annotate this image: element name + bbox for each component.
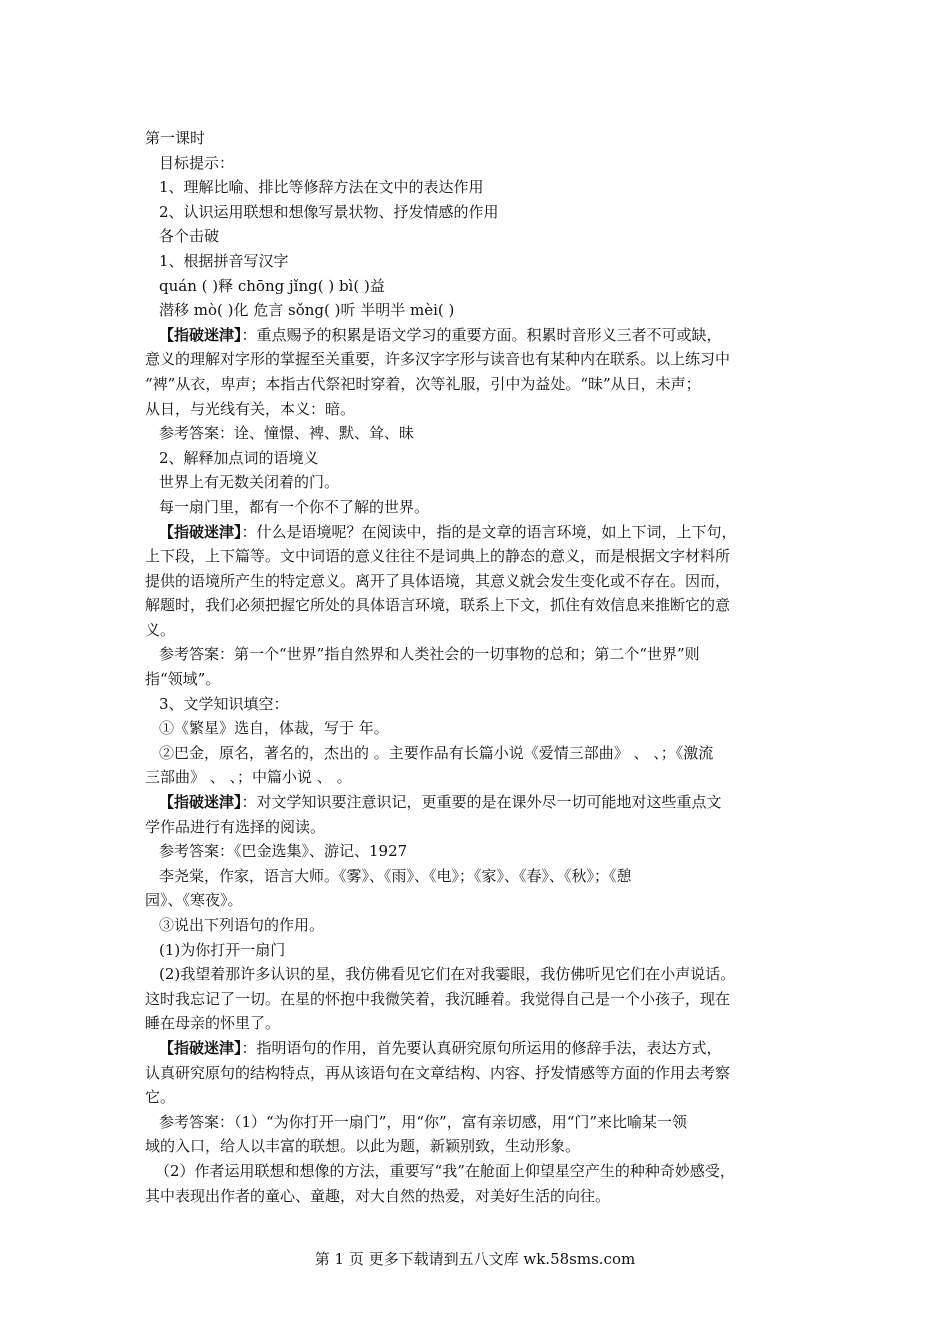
text-line xyxy=(145,372,810,397)
text-line xyxy=(145,716,810,741)
line-text: 潜移 mò( )化 危言 sǒng( )听 半明半 mèi( ) xyxy=(159,301,455,320)
line-text: 它。 xyxy=(145,1088,176,1107)
text-line xyxy=(145,200,810,225)
line-text: 这时我忘记了一切。在星的怀抱中我微笑着，我沉睡着。我觉得自己是一个小孩子，现在 xyxy=(145,989,731,1008)
text-line xyxy=(145,569,810,594)
line-text: 意义的理解对字形的掌握至关重要，许多汉字字形与读音也有某种内在联系。以上练习中 xyxy=(145,350,731,369)
text-line xyxy=(145,888,810,913)
line-text: 参考答案：第一个“世界”指自然界和人类社会的一切事物的总和；第二个“世界”则 xyxy=(159,645,700,664)
text-line xyxy=(145,249,810,274)
line-text: 提供的语境所产生的特定意义。离开了具体语境，其意义就会发生变化或不存在。因而， xyxy=(145,571,731,590)
text-line xyxy=(145,962,810,987)
line-text: 参考答案：（1）“为你打开一扇门”，用“你”，富有亲切感，用“门”来比喻某一领 xyxy=(159,1112,688,1131)
line-text: 园》、《寒夜》。 xyxy=(145,891,243,910)
text-line xyxy=(145,987,810,1012)
line-text: ②巴金，原名，著名的，杰出的 。主要作品有长篇小说《爱情三部曲》 、 、；《激流 xyxy=(159,743,714,762)
line-text: 1、理解比喻、排比等修辞方法在文中的表达作用 xyxy=(159,178,484,197)
text-line xyxy=(145,274,810,299)
line-text: 上下段，上下篇等。文中词语的意义往往不是词典上的静态的意义，而是根据文字材料所 xyxy=(145,547,731,566)
text-line xyxy=(145,1011,810,1036)
text-line xyxy=(145,692,810,717)
text-line xyxy=(145,1159,810,1184)
line-text: 域的入口，给人以丰富的联想。以此为题，新颖别致，生动形象。 xyxy=(145,1137,581,1156)
text-line xyxy=(145,495,810,520)
document-body xyxy=(145,126,810,1208)
line-text: 从日，与光线有关，本义：暗。 xyxy=(145,399,356,418)
text-line xyxy=(145,151,810,176)
text-line xyxy=(145,1061,810,1086)
line-text: 参考答案：诠、憧憬、裨、默、耸、昧 xyxy=(159,424,415,443)
line-text: ：对文学知识要注意识记，更重要的是在课外尽一切可能地对这些重点文 xyxy=(241,793,722,812)
text-line xyxy=(145,913,810,938)
text-line xyxy=(145,765,810,790)
line-text: 李尧棠，作家，语言大师。《雾》、《雨》、《电》；《家》、《春》、《秋》；《憩 xyxy=(159,866,632,885)
text-line xyxy=(145,667,810,692)
text-line xyxy=(145,470,810,495)
line-text: 1、根据拼音写汉字 xyxy=(159,251,289,270)
text-line xyxy=(145,593,810,618)
line-text: 目标提示： xyxy=(159,153,235,172)
line-text: 每一扇门里，都有一个你不了解的世界。 xyxy=(159,497,430,516)
line-text: 义。 xyxy=(145,620,176,639)
text-line xyxy=(145,224,810,249)
line-text: 2、认识运用联想和想像写景状物、抒发情感的作用 xyxy=(159,202,499,221)
line-text: ：重点赐予的积累是语文学习的重要方面。积累时音形义三者不可或缺， xyxy=(241,325,722,344)
text-line xyxy=(145,520,810,545)
text-line xyxy=(145,642,810,667)
text-line xyxy=(145,1134,810,1159)
line-text: 各个击破 xyxy=(159,227,220,246)
line-text: (2)我望着那许多认识的星，我仿佛看见它们在对我霎眼，我仿佛听见它们在小声说话。 xyxy=(159,965,736,984)
text-line xyxy=(145,323,810,348)
text-line xyxy=(145,298,810,323)
line-text: 认真研究原句的结构特点，再从该语句在文章结构、内容、抒发情感等方面的作用去考察 xyxy=(145,1063,731,1082)
line-text: ③说出下列语句的作用。 xyxy=(159,916,325,934)
text-line xyxy=(145,421,810,446)
line-text: 第一课时 xyxy=(145,129,206,147)
section-label: 【指破迷津】 xyxy=(159,325,242,344)
line-text: 其中表现出作者的童心、童趣，对大自然的热爱，对美好生活的向往。 xyxy=(145,1186,611,1205)
text-line xyxy=(145,1085,810,1110)
line-text: ①《繁星》选自，体裁，写于 年。 xyxy=(159,719,389,738)
text-line xyxy=(145,397,810,422)
text-line xyxy=(145,446,810,471)
text-line xyxy=(145,1184,810,1209)
line-text: 三部曲》 、 、；中篇小说 、 。 xyxy=(145,768,352,787)
text-line xyxy=(145,741,810,766)
line-text: （2）作者运用联想和想像的方法，重要写“我”在舱面上仰望星空产生的种种奇妙感受， xyxy=(155,1161,735,1180)
text-line xyxy=(145,1036,810,1061)
text-line xyxy=(145,618,810,643)
page-footer: 第 1 页 更多下载请到五八文库 wk.58sms.com xyxy=(314,1250,636,1268)
line-text: (1)为你打开一扇门 xyxy=(159,940,286,959)
line-text: “裨”从衣，卑声；本指古代祭祀时穿着，次等礼服，引中为益处。“昧”从日，未声； xyxy=(145,374,701,393)
line-text: 3、文学知识填空： xyxy=(159,694,289,713)
line-text: 2、解释加点词的语境义 xyxy=(159,448,319,467)
text-line xyxy=(145,126,810,151)
line-text: 学作品进行有选择的阅读。 xyxy=(145,817,326,836)
text-line xyxy=(145,815,810,840)
line-text: 世界上有无数关闭着的门。 xyxy=(159,473,340,492)
text-line xyxy=(145,1110,810,1135)
line-text: ：指明语句的作用，首先要认真研究原句所运用的修辞手法，表达方式， xyxy=(241,1038,722,1057)
line-text: 参考答案：《巴金选集》、游记、1927 xyxy=(159,842,408,861)
text-line xyxy=(145,938,810,963)
line-text: 解题时，我们必须把握它所处的具体语言环境，联系上下文，抓住有效信息来推断它的意 xyxy=(145,596,731,615)
text-line xyxy=(145,175,810,200)
text-line xyxy=(145,347,810,372)
section-label: 【指破迷津】 xyxy=(159,793,242,812)
text-line xyxy=(145,839,810,864)
text-line xyxy=(145,864,810,889)
text-line xyxy=(145,790,810,815)
line-text: quán ( )释 chōng jǐng( ) bì( )益 xyxy=(159,276,385,295)
section-label: 【指破迷津】 xyxy=(159,522,242,541)
text-line xyxy=(145,544,810,569)
line-text: ：什么是语境呢？在阅读中，指的是文章的语言环境，如上下词，上下句， xyxy=(241,522,737,541)
section-label: 【指破迷津】 xyxy=(159,1038,242,1057)
line-text: 指“领域”。 xyxy=(145,670,221,689)
line-text: 睡在母亲的怀里了。 xyxy=(145,1014,281,1033)
